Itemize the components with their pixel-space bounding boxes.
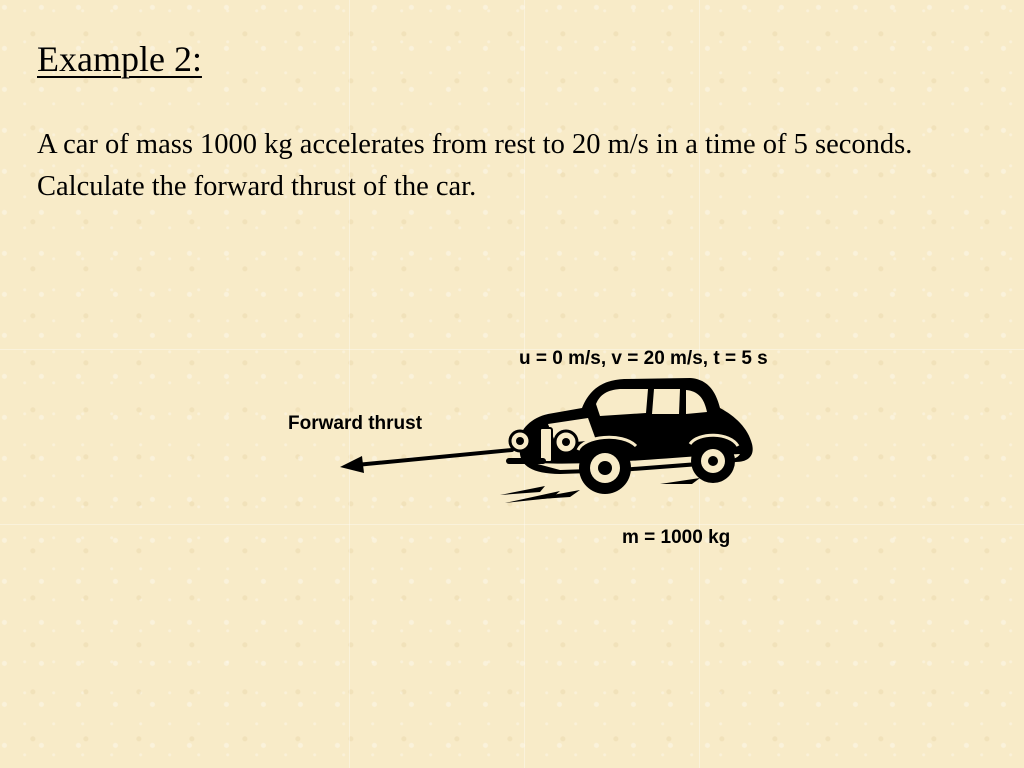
background-tile-line (0, 524, 1024, 525)
vintage-car-icon (500, 378, 753, 503)
background-tile-line (349, 0, 350, 768)
slide-title: Example 2: (37, 39, 202, 79)
problem-statement: A car of mass 1000 kg accelerates from rest to 20 m/s in a time of 5 seconds. Calculate the forward thrust of the car. (37, 129, 913, 202)
mass-label: m = 1000 kg (622, 527, 731, 548)
background-tile-line (699, 0, 700, 768)
background-tile-line (0, 349, 1024, 350)
forward-thrust-label: Forward thrust (288, 413, 423, 434)
background-tile-line (524, 0, 525, 768)
given-values-label: u = 0 m/s, v = 20 m/s, t = 5 s (519, 348, 768, 369)
force-arrow-icon (340, 450, 512, 473)
